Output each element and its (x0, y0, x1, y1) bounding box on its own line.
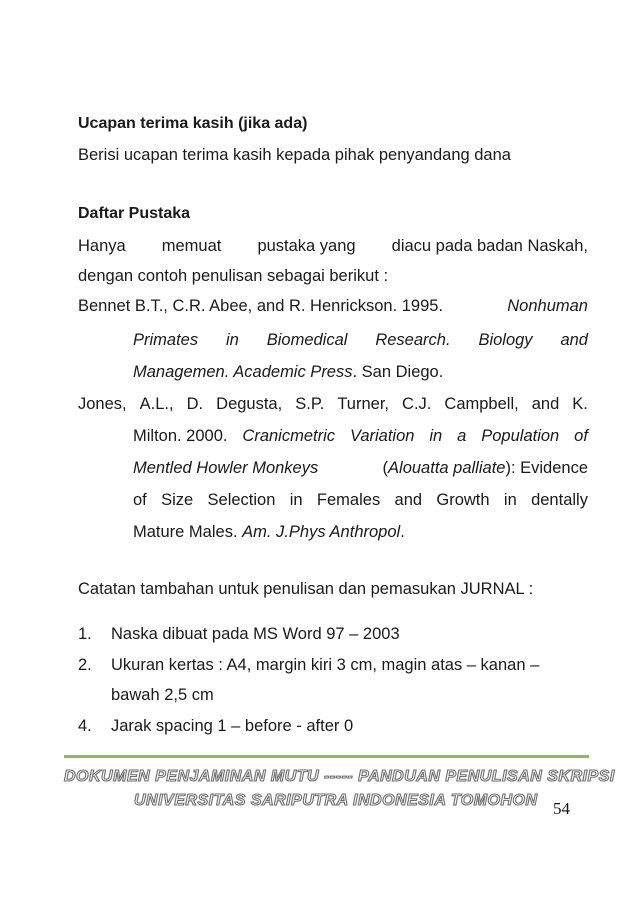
word: Hanya (78, 237, 126, 255)
word: Population (481, 427, 560, 445)
footer-line2: UNIVERSITAS SARIPUTRA INDONESIA TOMOHON (134, 792, 538, 809)
ref2-species (383, 459, 588, 478)
note-item-2-num: 2. (78, 656, 92, 674)
word: Females (316, 491, 381, 509)
ref2-tail: Mature Males. (133, 523, 238, 541)
word: Primates (133, 331, 199, 349)
word: and (560, 331, 588, 349)
word: and (531, 395, 560, 413)
ref2-line1 (78, 395, 588, 414)
page-number: 54 (553, 799, 570, 818)
word: pustaka yang (257, 237, 356, 255)
word: in (429, 427, 443, 445)
ack-heading: Ucapan terima kasih (jika ada) (78, 115, 308, 132)
paren-close: ): Evidence (505, 459, 588, 477)
ref1-publisher: Managemen. Academic Press (133, 363, 353, 381)
ref1-authors: Bennet B.T., C.R. Abee, and R. Henrickson. 1995. (78, 297, 444, 315)
word: Selection (207, 491, 276, 509)
refs-intro-line1 (78, 237, 588, 256)
word: Jones, (78, 395, 127, 413)
word: Growth (436, 491, 490, 509)
word: of (133, 491, 147, 509)
species-name: Alouatta palliate (388, 459, 506, 477)
word: Campbell, (444, 395, 519, 413)
note-item-1-num: 1. (78, 625, 92, 643)
word: in (503, 491, 517, 509)
ref1-line1 (78, 297, 588, 316)
note-item-2-cont: bawah 2,5 cm (111, 686, 214, 704)
ref2-line2 (133, 427, 588, 446)
ref2-line3 (133, 459, 588, 478)
paren-open: ( (382, 459, 389, 477)
word: Turner, (337, 395, 389, 413)
word: Size (161, 491, 194, 509)
word: in (226, 331, 239, 349)
ref2-journal: Am. J.Phys Anthropol (242, 523, 401, 541)
word: diacu pada badan Naskah, (391, 237, 588, 255)
refs-intro-line2: dengan contoh penulisan sebagai berikut : (78, 267, 389, 285)
word: A.L., (139, 395, 174, 413)
word: Cranicmetric (242, 427, 336, 445)
note-item-3-text: Jarak spacing 1 – before - after 0 (111, 717, 354, 735)
word: S.P. (295, 395, 325, 413)
footer-line1: DOKUMEN PENJAMINAN MUTU ----- PANDUAN PENULISAN SKRIPSI (64, 768, 615, 785)
notes-intro: Catatan tambahan untuk penulisan dan pemasukan JURNAL : (78, 580, 534, 598)
ref1-place: . San Diego. (352, 363, 444, 381)
word: Degusta, (216, 395, 283, 413)
note-item-2-text: Ukuran kertas : A4, margin kiri 3 cm, magin atas – kanan – (111, 656, 540, 674)
word: C.J. (402, 395, 432, 413)
word: Biomedical (266, 331, 348, 349)
word: D. (186, 395, 204, 413)
ack-body: Berisi ucapan terima kasih kepada pihak penyandang dana (78, 146, 511, 164)
word: memuat (161, 237, 222, 255)
note-item-1-text: Naska dibuat pada MS Word 97 – 2003 (111, 625, 400, 643)
ref2-line4 (133, 491, 588, 510)
word: Biology (478, 331, 533, 349)
word: a (457, 427, 467, 445)
ref1-line3 (133, 363, 443, 382)
note-item-3-num: 4. (78, 717, 92, 735)
refs-heading: Daftar Pustaka (78, 205, 191, 222)
word: Variation (349, 427, 415, 445)
word: dentally (531, 491, 588, 509)
ref2-line5 (133, 523, 405, 542)
ref2-year: Milton. 2000. (133, 427, 228, 445)
word: in (289, 491, 303, 509)
footer-rule (64, 755, 589, 758)
word: of (574, 427, 588, 445)
ref1-title-part: Nonhuman (507, 297, 588, 315)
period: . (400, 523, 405, 541)
word: K. (572, 395, 588, 413)
word: Research. (375, 331, 451, 349)
ref1-line2 (133, 331, 588, 350)
word: and (394, 491, 423, 509)
ref2-title-part: Mentled Howler Monkeys (133, 459, 319, 477)
